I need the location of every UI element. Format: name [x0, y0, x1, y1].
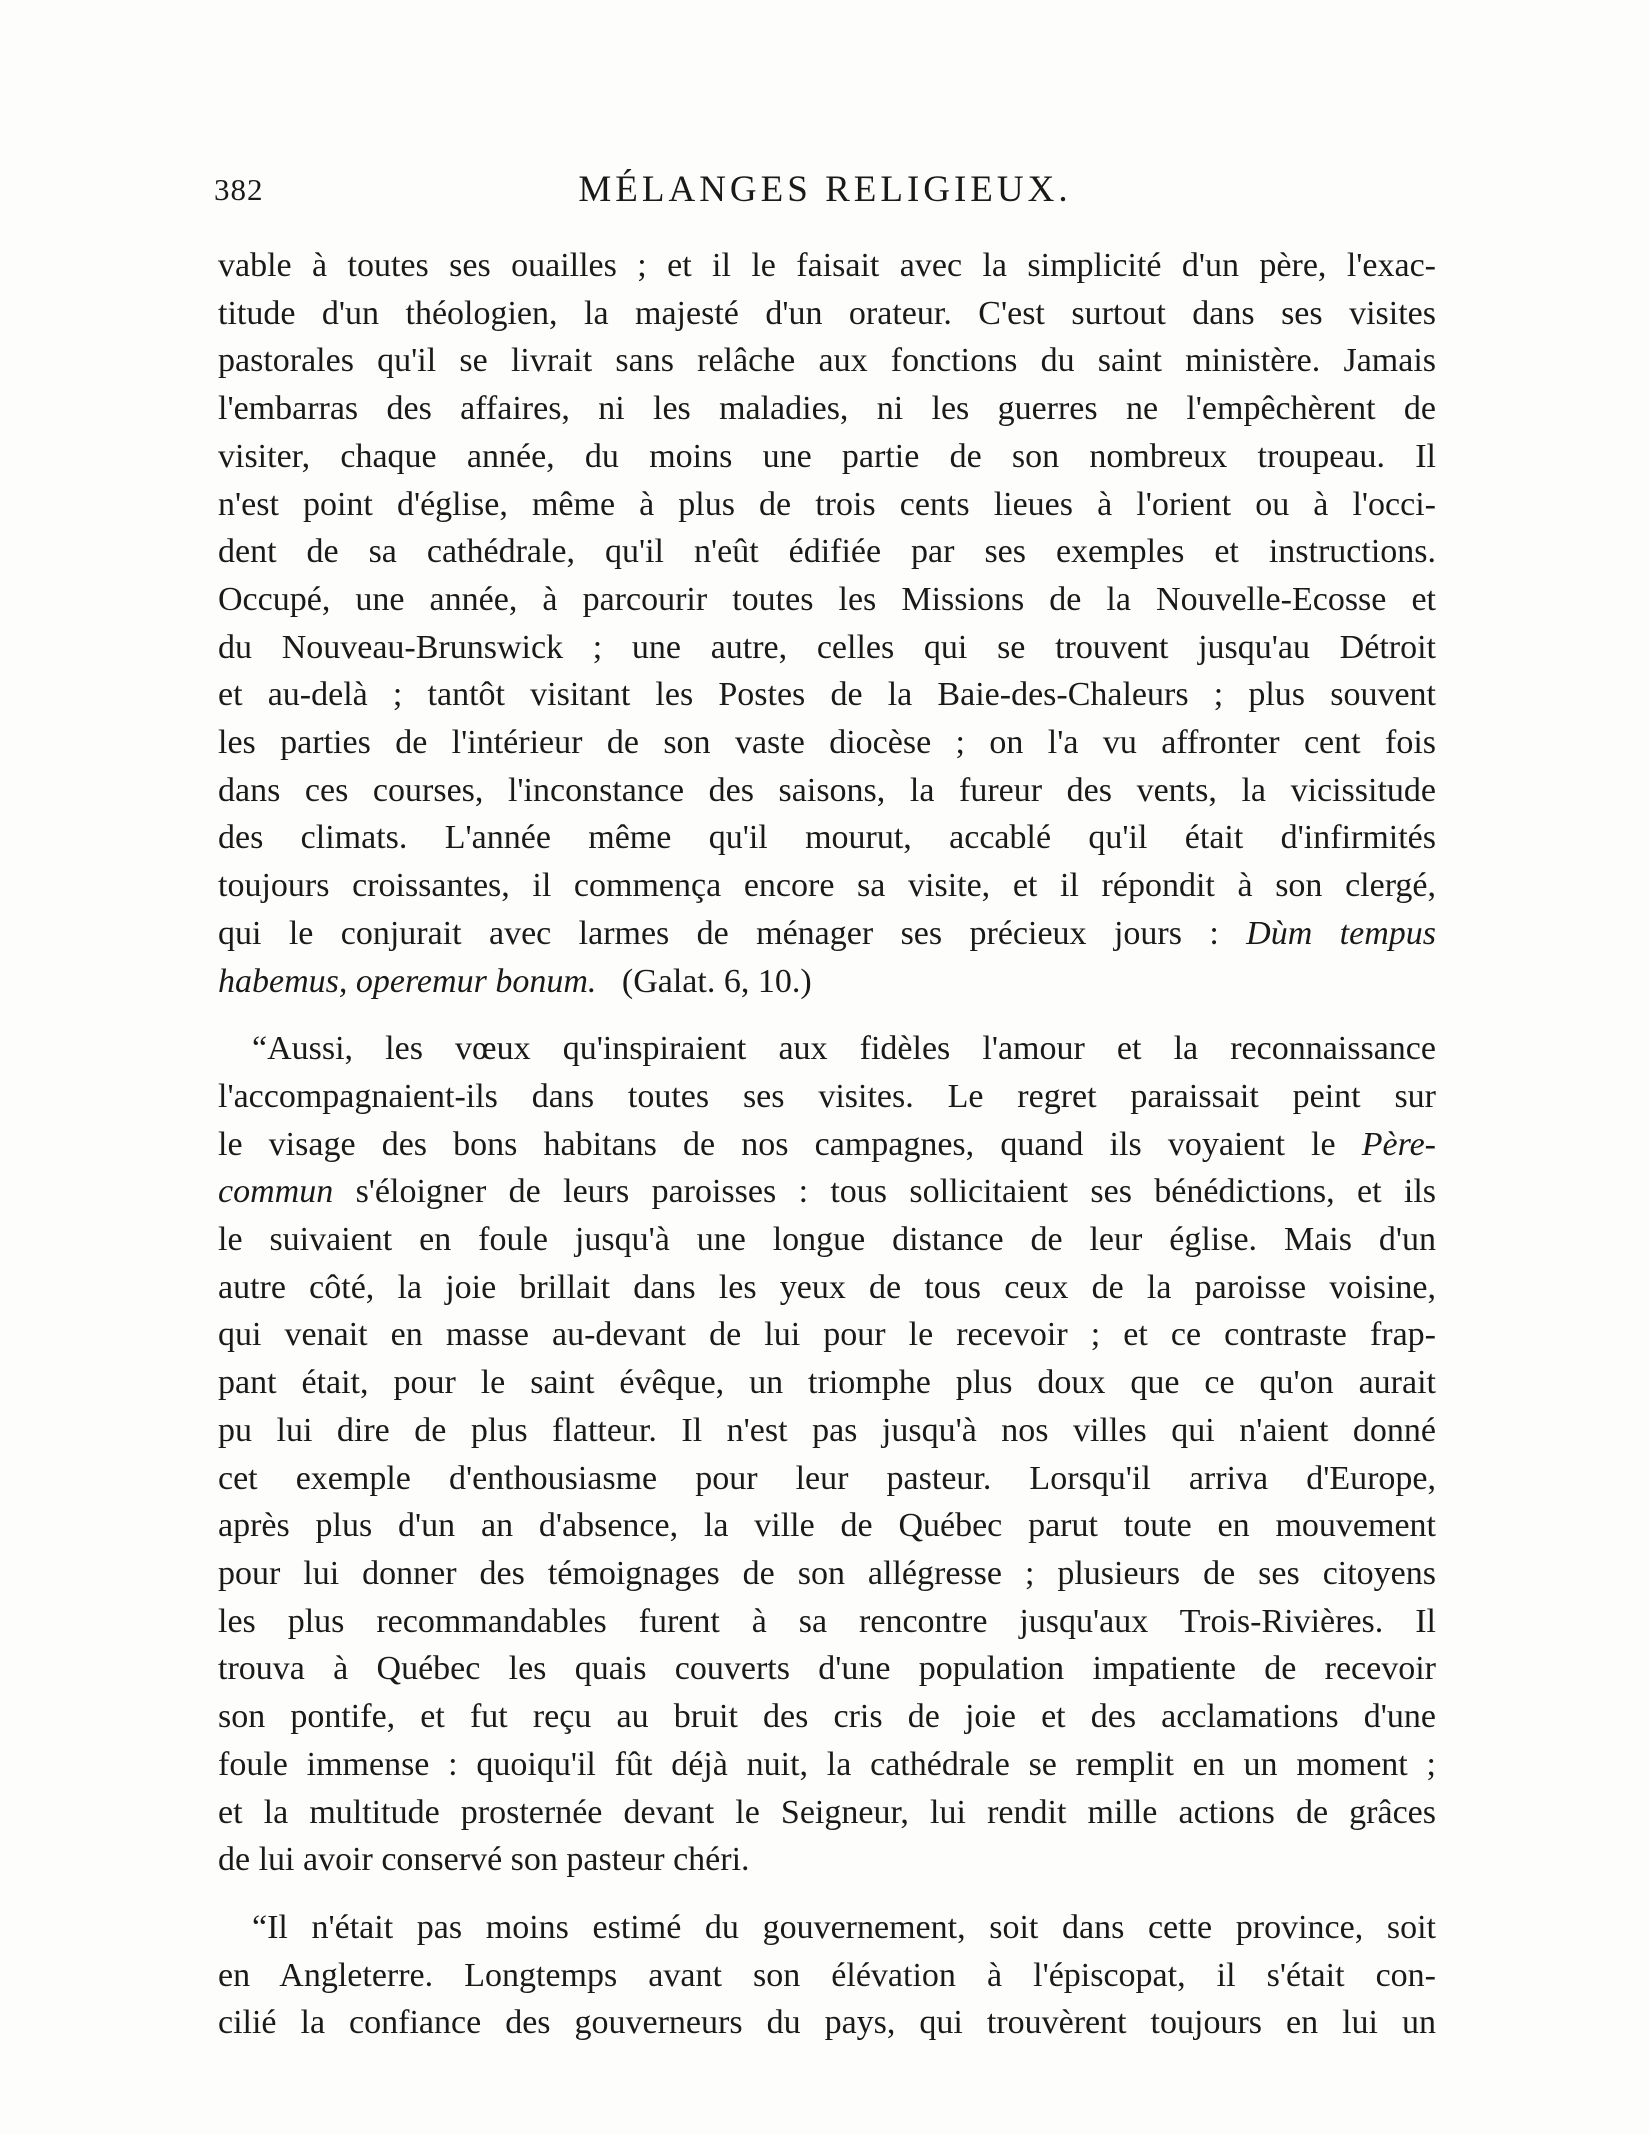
paragraph-1 [218, 242, 1436, 1005]
text-line: et la multitude prosternée devant le Seigneur, lui rendit mille actions de grâces [218, 1793, 1436, 1831]
text-line: pu lui dire de plus flatteur. Il n'est pas jusqu'à nos villes qui n'aient donné [218, 1411, 1436, 1449]
text-line: “Aussi, les vœux qu'inspiraient aux fidèles l'amour et la reconnaissance [252, 1030, 1436, 1068]
text-fragment: s'éloigner de leurs paroisses : tous sollicitaient ses bénédictions, et ils [355, 1173, 1437, 1211]
text-line: n'est point d'église, même à plus de trois cents lieues à l'orient ou à l'occi- [218, 485, 1436, 523]
text-line: Occupé, une année, à parcourir toutes les Missions de la Nouvelle-Ecosse et [218, 580, 1436, 618]
italic-term: Père- [1361, 1125, 1436, 1163]
text-line: son pontife, et fut reçu au bruit des cris de joie et des acclamations d'une [218, 1698, 1436, 1736]
text-line: toujours croissantes, il commença encore sa visite, et il répondit à son clergé, [218, 867, 1436, 905]
text-line: titude d'un théologien, la majesté d'un orateur. C'est surtout dans ses visites [218, 294, 1436, 332]
scripture-citation: (Galat. 6, 10.) [621, 962, 812, 1000]
text-line-with-quote [218, 910, 1436, 958]
body-text [218, 242, 1436, 2047]
text-fragment: qui le conjurait avec larmes de ménager ses précieux jours : [218, 914, 1219, 952]
text-line: après plus d'un an d'absence, la ville de Québec parut toute en mouvement [218, 1507, 1436, 1545]
text-line: cet exemple d'enthousiasme pour leur pasteur. Lorsqu'il arriva d'Europe, [218, 1459, 1436, 1497]
text-line: vable à toutes ses ouailles ; et il le faisait avec la simplicité d'un père, l'exac- [218, 247, 1436, 284]
text-line: dans ces courses, l'inconstance des saisons, la fureur des vents, la vicissitude [218, 771, 1436, 809]
text-line: trouva à Québec les quais couverts d'une population impatiente de recevoir [218, 1650, 1436, 1688]
text-line: les parties de l'intérieur de son vaste diocèse ; on l'a vu affronter cent fois [218, 724, 1436, 762]
text-line: des climats. L'année même qu'il mourut, accablé qu'il était d'infirmités [218, 819, 1436, 857]
text-line: du Nouveau-Brunswick ; une autre, celles qui se trouvent jusqu'au Détroit [218, 628, 1436, 666]
text-line: l'embarras des affaires, ni les maladies, ni les guerres ne l'empêchèrent de [218, 390, 1436, 428]
text-line: l'accompagnaient-ils dans toutes ses visites. Le regret paraissait peint sur [218, 1077, 1436, 1115]
latin-quote: Dùm tempus [1246, 914, 1436, 952]
paragraph-2 [218, 1025, 1436, 1884]
text-line-with-italic [218, 1121, 1436, 1169]
italic-term-continuation: commun [218, 1173, 334, 1211]
text-line: qui venait en masse au-devant de lui pour le recevoir ; et ce contraste frap- [218, 1316, 1436, 1354]
text-line: autre côté, la joie brillait dans les yeux de tous ceux de la paroisse voisine, [218, 1268, 1436, 1306]
latin-quote-continuation: habemus, operemur bonum. [218, 962, 597, 1000]
text-line: “Il n'était pas moins estimé du gouvernement, soit dans cette province, soit [252, 1908, 1436, 1946]
text-fragment: le visage des bons habitans de nos campagnes, quand ils voyaient le [218, 1125, 1336, 1163]
text-line: foule immense : quoiqu'il fût déjà nuit, la cathédrale se remplit en un moment ; [218, 1745, 1436, 1783]
text-line: pastorales qu'il se livrait sans relâche aux fonctions du saint ministère. Jamais [218, 342, 1436, 380]
text-line-with-italic [218, 1168, 1436, 1216]
text-line: de lui avoir conservé son pasteur chéri. [218, 1841, 750, 1879]
paragraph-3 [218, 1904, 1436, 2047]
text-line: le suivaient en foule jusqu'à une longue distance de leur église. Mais d'un [218, 1221, 1436, 1259]
running-title: MÉLANGES RELIGIEUX. [578, 169, 1072, 210]
text-line: visiter, chaque année, du moins une partie de son nombreux troupeau. Il [218, 437, 1436, 475]
text-line: pant était, pour le saint évêque, un triomphe plus doux que ce qu'on aurait [218, 1364, 1436, 1402]
text-line: en Angleterre. Longtemps avant son élévation à l'épiscopat, il s'était con- [218, 1956, 1436, 1994]
text-line-with-citation [218, 958, 1436, 1006]
text-line: cilié la confiance des gouverneurs du pays, qui trouvèrent toujours en lui un [218, 2004, 1436, 2042]
text-line: pour lui donner des témoignages de son allégresse ; plusieurs de ses citoyens [218, 1554, 1436, 1592]
page-number: 382 [214, 172, 264, 207]
page-header [214, 168, 1436, 228]
text-line: et au-delà ; tantôt visitant les Postes de la Baie-des-Chaleurs ; plus souvent [218, 676, 1436, 714]
text-line: dent de sa cathédrale, qu'il n'eût édifiée par ses exemples et instructions. [218, 533, 1436, 571]
text-line: les plus recommandables furent à sa rencontre jusqu'aux Trois-Rivières. Il [218, 1602, 1436, 1640]
